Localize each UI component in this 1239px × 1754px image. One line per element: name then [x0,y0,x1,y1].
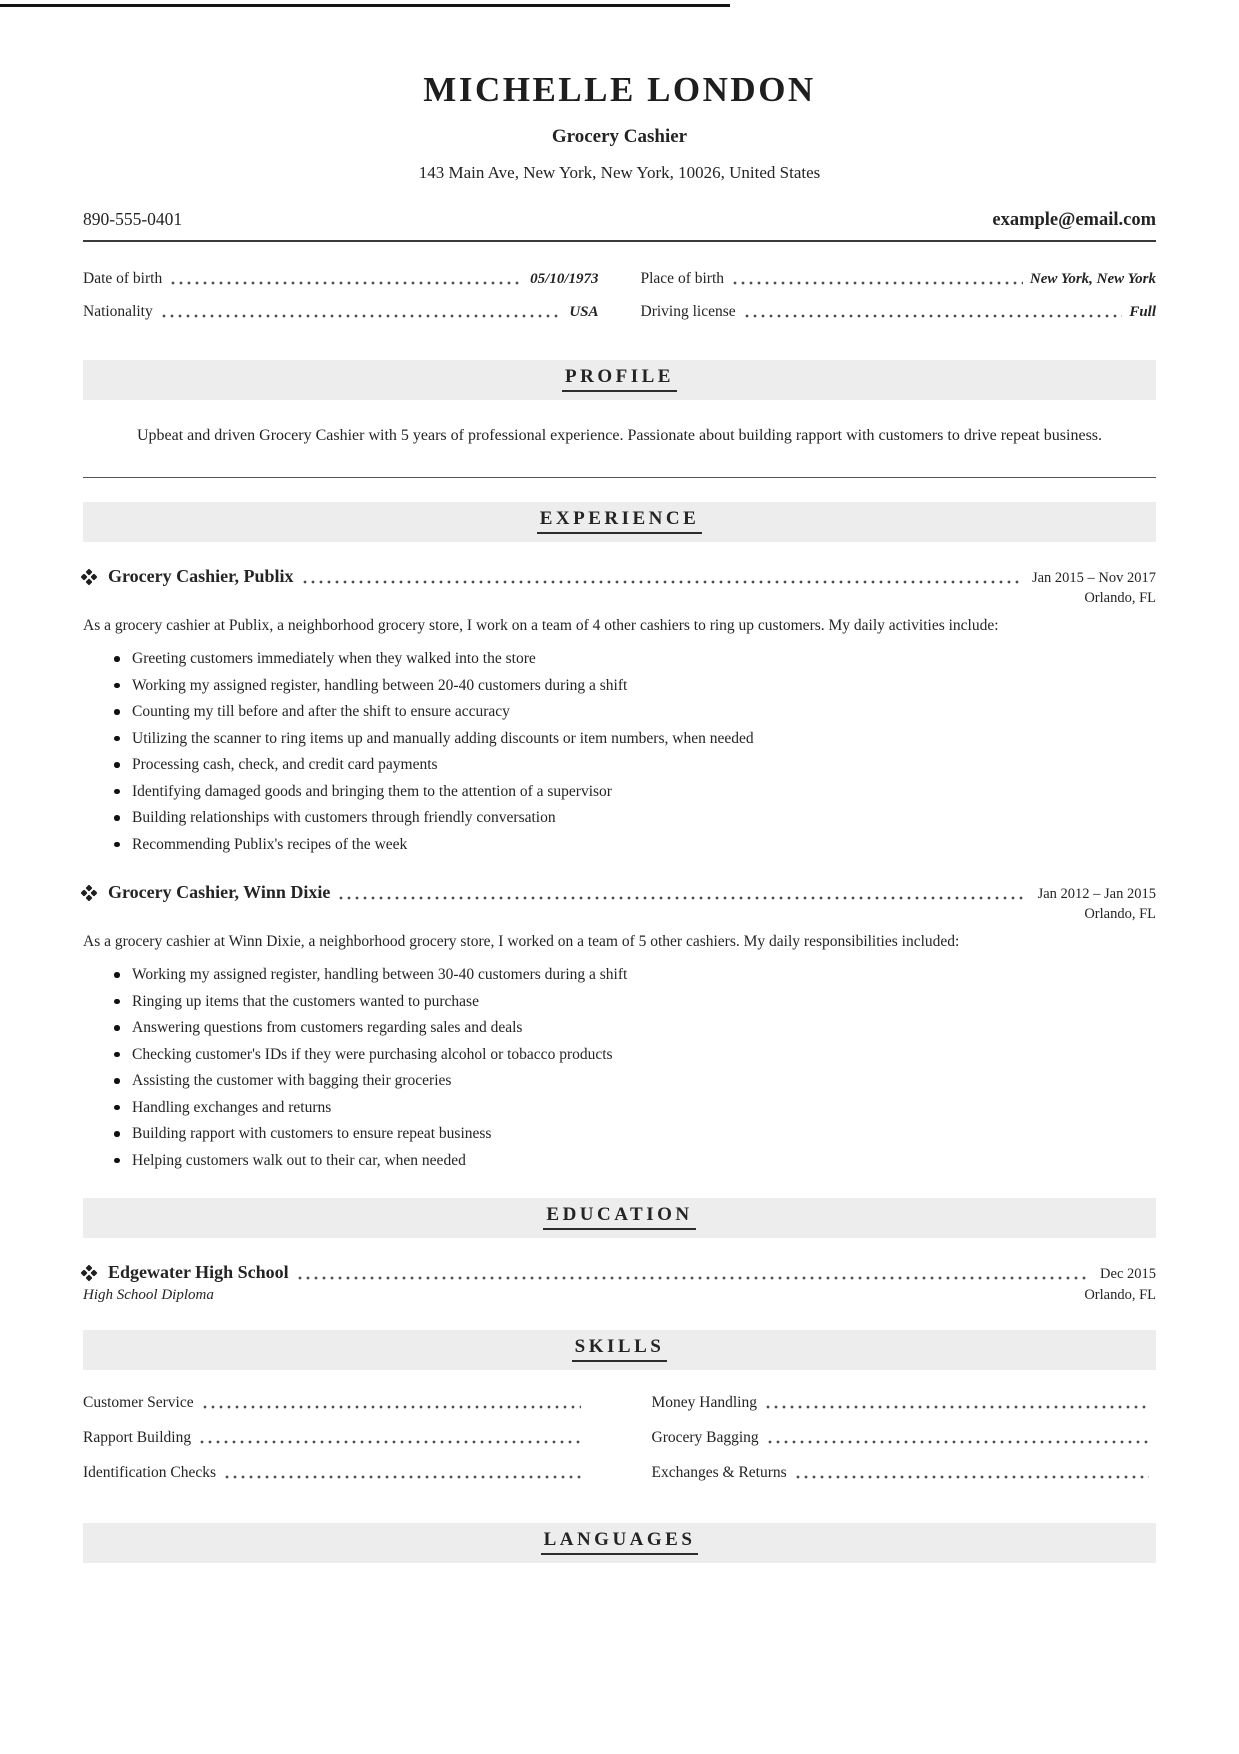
detail-row-label: Driving license [640,303,736,320]
dot-leader [198,1431,580,1444]
skills-right-column [652,1394,1157,1499]
job-header [83,566,1156,587]
diamond-part [86,568,93,575]
school-name: Edgewater High School [108,1262,289,1283]
skills-left-column [83,1394,588,1499]
skill-row-label: Money Handling [651,1394,757,1412]
personal-details [83,270,1156,336]
person-address: 143 Main Ave, New York, New York, 10026, United States [418,163,821,182]
job-title: Grocery Cashier, Publix [108,566,294,587]
skills-section-band [83,1330,1156,1370]
skill-row-label: Customer Service [83,1394,194,1412]
four-diamond-icon [81,568,98,585]
resume-header [83,70,1156,242]
bullet-item: Counting my till before and after the shift to ensure accuracy [113,701,1156,723]
education-heading: EDUCATION [543,1204,695,1230]
bullet-item: Checking customer's IDs if they were purchasing alcohol or tobacco products [113,1044,1156,1066]
dot-leader [169,272,523,285]
diamond-part [86,894,93,901]
job-dates: Jan 2012 – Jan 2015 [1037,886,1156,903]
bullet-item: Helping customers walk out to their car, when needed [113,1150,1156,1172]
detail-row [641,303,1157,321]
dot-leader [301,571,1021,584]
experience-heading: EXPERIENCE [537,508,703,534]
skill-row [83,1429,588,1447]
bullet-item: Utilizing the scanner to ring items up and manually adding discounts or item numbers, when needed [113,728,1156,750]
phone-number: 890-555-0401 [83,209,183,229]
diamond-part [81,1269,88,1276]
skill-row [652,1429,1157,1447]
diamond-part [81,889,88,896]
diamond-part [86,884,93,891]
bullet-item: Recommending Publix's recipes of the week [113,834,1156,856]
dot-leader [296,1267,1089,1280]
bullet-item: Building relationships with customers through friendly conversation [113,807,1156,829]
detail-row-value: 05/10/1973 [530,271,599,287]
job-dates: Jan 2015 – Nov 2017 [1031,570,1156,587]
bullet-item: Processing cash, check, and credit card payments [113,754,1156,776]
education-location: Orlando, FL [1084,1287,1156,1304]
experience-item [83,566,1156,856]
profile-section-band [83,360,1156,400]
bullet-item: Greeting customers immediately when they walked into the store [113,648,1156,670]
skill-row [83,1394,588,1412]
job-bullet-list [83,964,1156,1172]
diamond-part [91,573,98,580]
bullet-item: Working my assigned register, handling between 20-40 customers during a shift [113,675,1156,697]
diamond-part [86,1264,93,1271]
detail-row [83,270,599,288]
job-bullet-list [83,648,1156,856]
dot-leader [794,1466,1149,1479]
experience-list [83,566,1156,1172]
dot-leader [764,1396,1149,1409]
detail-row-value: Full [1129,304,1156,320]
skills-grid [83,1394,1156,1499]
detail-row [83,303,599,321]
job-summary: As a grocery cashier at Publix, a neighborhood grocery store, I work on a team of 4 other cashiers to ring up customers. My daily activities include: [83,617,999,635]
skill-row-label: Exchanges & Returns [651,1464,787,1482]
education-dates: Dec 2015 [1100,1266,1156,1283]
detail-row-value: New York, New York [1029,271,1156,287]
dot-leader [731,272,1023,285]
profile-divider [83,477,1156,478]
skill-row [652,1464,1157,1482]
detail-row-label: Place of birth [640,270,725,287]
diamond-part [91,889,98,896]
diamond-part [86,1274,93,1281]
bullet-item: Ringing up items that the customers wanted to purchase [113,991,1156,1013]
dot-leader [743,305,1123,318]
email-address: example@email.com [992,210,1156,230]
dot-leader [223,1466,581,1479]
dot-leader [766,1431,1149,1444]
job-summary: As a grocery cashier at Winn Dixie, a neighborhood grocery store, I worked on a team of 5 other cashiers. My daily responsibilities included: [83,933,960,951]
dot-leader [160,305,563,318]
person-job-title: Grocery Cashier [551,126,688,147]
four-diamond-icon [81,884,98,901]
education-list [83,1262,1156,1304]
detail-row [641,270,1157,288]
job-location: Orlando, FL [1084,590,1156,607]
bullet-item: Building rapport with customers to ensure repeat business [113,1123,1156,1145]
bullet-item: Identifying damaged goods and bringing them to the attention of a supervisor [113,781,1156,803]
diamond-part [81,573,88,580]
skill-row-label: Identification Checks [83,1464,216,1482]
skill-row-label: Grocery Bagging [651,1429,759,1447]
bullet-item: Assisting the customer with bagging their groceries [113,1070,1156,1092]
experience-item [83,882,1156,1172]
languages-section-band [83,1523,1156,1563]
job-title: Grocery Cashier, Winn Dixie [108,882,331,903]
detail-row-value: USA [569,304,599,320]
bullet-item: Handling exchanges and returns [113,1097,1156,1119]
top-edge-line [0,4,730,7]
bullet-item: Answering questions from customers regarding sales and deals [113,1017,1156,1039]
skill-row-label: Rapport Building [83,1429,192,1447]
education-section-band [83,1198,1156,1238]
contact-row [83,209,1156,231]
diamond-part [91,1269,98,1276]
skill-row [83,1464,588,1482]
education-subrow [83,1287,1156,1304]
person-name: MICHELLE LONDON [423,70,816,109]
job-location: Orlando, FL [1084,906,1156,923]
four-diamond-icon [81,1264,98,1281]
personal-details-right-column [641,270,1157,336]
languages-heading: LANGUAGES [541,1529,699,1555]
education-header [83,1262,1156,1283]
skill-row [652,1394,1157,1412]
profile-summary: Upbeat and driven Grocery Cashier with 5 years of professional experience. Passionate about building rapport with customers to drive repeat business. [136,427,1103,444]
education-item [83,1262,1156,1304]
dot-leader [337,887,1026,900]
skills-heading: SKILLS [572,1336,668,1362]
dot-leader [201,1396,581,1409]
bullet-item: Working my assigned register, handling between 30-40 customers during a shift [113,964,1156,986]
diamond-part [86,578,93,585]
personal-details-left-column [83,270,599,336]
detail-row-label: Nationality [83,303,153,320]
detail-row-label: Date of birth [83,270,163,287]
experience-section-band [83,502,1156,542]
job-header [83,882,1156,903]
profile-heading: PROFILE [562,366,677,392]
header-divider [83,240,1156,242]
degree-name: High School Diploma [83,1287,214,1304]
